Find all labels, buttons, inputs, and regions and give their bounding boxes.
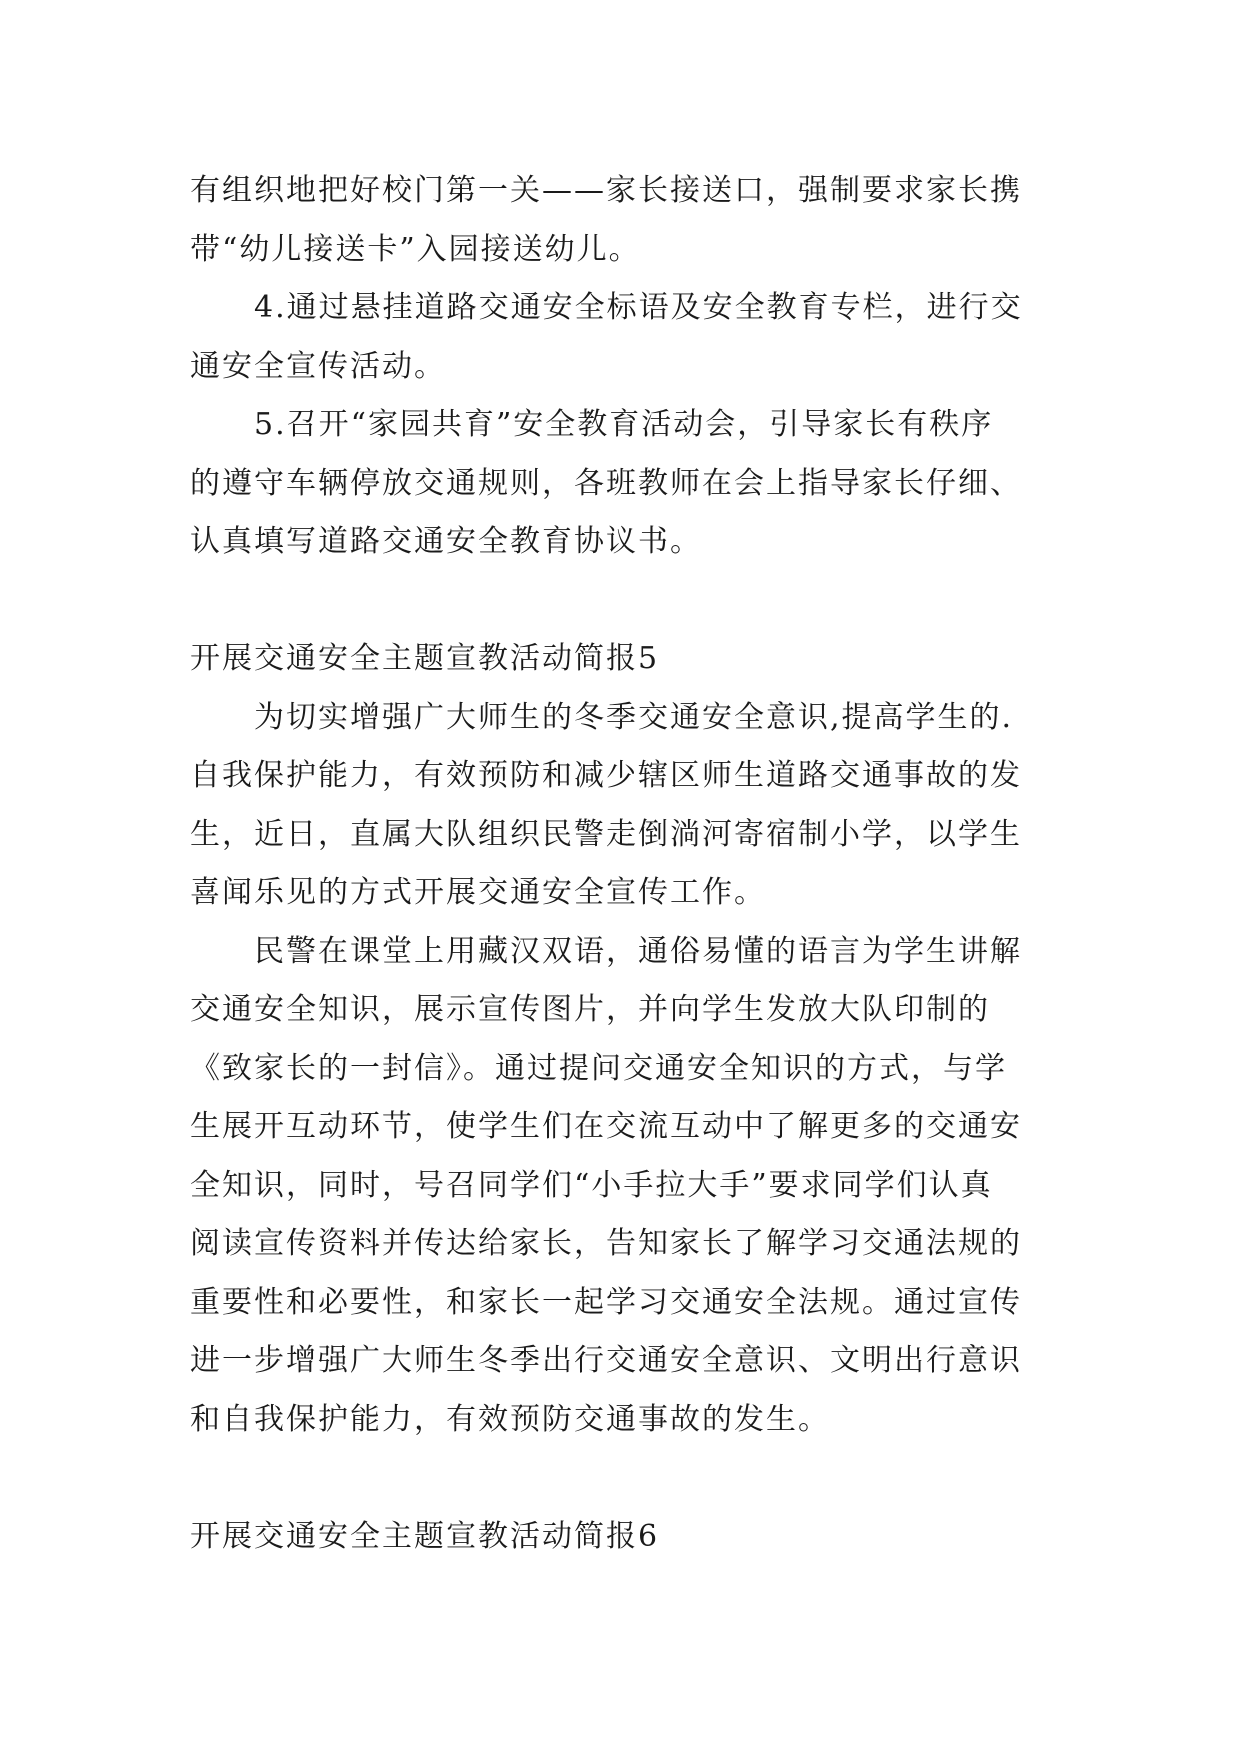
paragraph-line: 《致家长的一封信》。通过提问交通安全知识的方式，与学 — [190, 1050, 1007, 1086]
paragraph-line: 和自我保护能力，有效预防交通事故的发生。 — [190, 1401, 830, 1437]
paragraph-line: 交通安全知识，展示宣传图片，并向学生发放大队印制的 — [190, 992, 990, 1027]
section-heading-6: 开展交通安全主题宣教活动简报6 — [190, 1518, 660, 1554]
paragraph-line: 生展开互动环节，使学生们在交流互动中了解更多的交通安 — [190, 1109, 1022, 1144]
section-spacer — [190, 1449, 1070, 1508]
section-heading-5: 开展交通安全主题宣教活动简报5 — [190, 641, 660, 676]
list-item-5: 5.召开“家园共育”安全教育活动会，引导家长有秩序 — [254, 407, 994, 442]
paragraph-line: 全知识，同时，号召同学们“小手拉大手”要求同学们认真 — [190, 1167, 993, 1203]
paragraph-line: 喜闻乐见的方式开展交通安全宣传工作。 — [190, 875, 766, 910]
paragraph-line: 生，近日，直属大队组织民警走倒淌河寄宿制小学，以学生 — [190, 816, 1022, 852]
document-body — [190, 162, 1070, 1566]
paragraph-line: 自我保护能力，有效预防和减少辖区师生道路交通事故的发 — [190, 758, 1022, 793]
paragraph-line: 民警在课堂上用藏汉双语，通俗易懂的语言为学生讲解 — [254, 933, 1022, 969]
list-item-4: 4.通过悬挂道路交通安全标语及安全教育专栏，进行交 — [254, 290, 1023, 325]
paragraph-line: 为切实增强广大师生的冬季交通安全意识,提高学生的. — [254, 699, 1014, 735]
paragraph-line: 认真填写道路交通安全教育协议书。 — [190, 524, 702, 559]
paragraph-line: 重要性和必要性，和家长一起学习交通安全法规。通过宣传 — [190, 1284, 1022, 1320]
section-spacer — [190, 572, 1070, 631]
paragraph-line: 通安全宣传活动。 — [190, 348, 446, 384]
paragraph-line: 阅读宣传资料并传达给家长，告知家长了解学习交通法规的 — [190, 1226, 1022, 1261]
paragraph-line: 的遵守车辆停放交通规则，各班教师在会上指导家长仔细、 — [190, 465, 1022, 501]
paragraph-line: 带“幼儿接送卡”入园接送幼儿。 — [190, 231, 641, 267]
paragraph-line: 有组织地把好校门第一关——家长接送口，强制要求家长携 — [190, 173, 1022, 208]
paragraph-line: 进一步增强广大师生冬季出行交通安全意识、文明出行意识 — [190, 1343, 1022, 1378]
